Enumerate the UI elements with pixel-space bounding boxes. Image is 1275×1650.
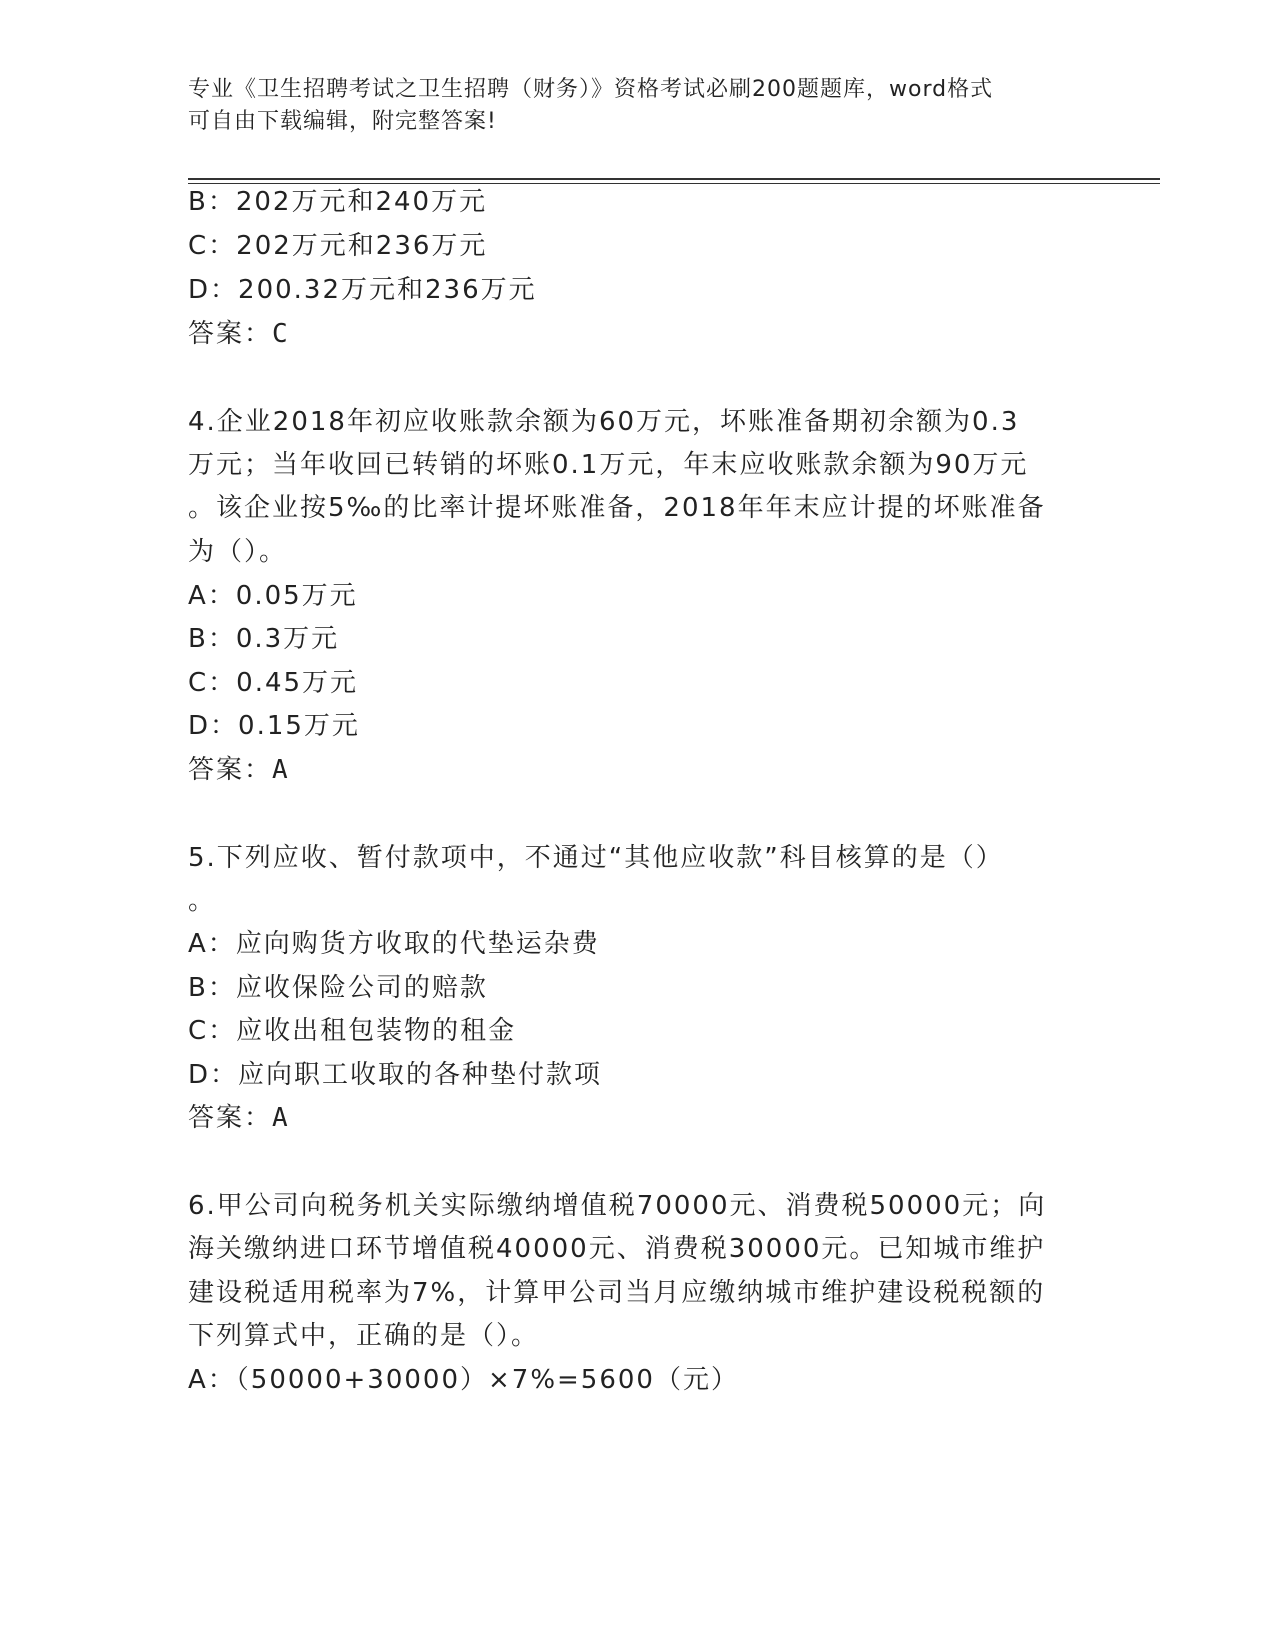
q4-stem-line-3: 。该企业按5‰的比率计提坏账准备，2018年年末应计提的坏账准备	[188, 493, 1046, 523]
q4-stem-line-2: 万元；当年收回已转销的坏账0.1万元，年末应收账款余额为90万元	[188, 450, 1029, 480]
header-rule-thick	[188, 178, 1160, 180]
q6-option-a: A：（50000+30000）×7%=5600（元）	[188, 1365, 739, 1395]
q5-stem-line-2: 。	[188, 886, 217, 916]
header-line-1: 专业《卫生招聘考试之卫生招聘（财务）》资格考试必刷200题题库，word格式	[188, 77, 994, 102]
q5-option-a: A：应向购货方收取的代垫运杂费	[188, 929, 600, 959]
q4-option-a: A：0.05万元	[188, 581, 358, 611]
q4-option-d: D：0.15万元	[188, 711, 360, 741]
q4-stem-line-1: 4.企业2018年初应收账款余额为60万元，坏账准备期初余额为0.3	[188, 407, 1020, 437]
q4-answer: 答案：A	[188, 755, 290, 785]
q3-option-c: C：202万元和236万元	[188, 231, 488, 261]
q5-option-b: B：应收保险公司的赔款	[188, 973, 488, 1003]
q6-stem-line-1: 6.甲公司向税务机关实际缴纳增值税70000元、消费税50000元；向	[188, 1191, 1047, 1221]
document-header	[188, 74, 1068, 138]
q6-stem-line-2: 海关缴纳进口环节增值税40000元、消费税30000元。已知城市维护	[188, 1234, 1046, 1264]
q4-option-c: C：0.45万元	[188, 668, 359, 698]
q6-stem-line-3: 建设税适用税率为7%，计算甲公司当月应缴纳城市维护建设税税额的	[188, 1278, 1046, 1308]
q5-option-c: C：应收出租包装物的租金	[188, 1016, 517, 1046]
header-line-2: 可自由下载编辑，附完整答案!	[188, 109, 497, 134]
q3-answer: 答案：C	[188, 319, 290, 349]
q4-stem-line-4: 为（）。	[188, 537, 288, 567]
q5-stem-line-1: 5.下列应收、暂付款项中，不通过“其他应收款”科目核算的是（）	[188, 843, 1004, 873]
q6-stem-line-4: 下列算式中，正确的是（）。	[188, 1321, 540, 1351]
q4-option-b: B：0.3万元	[188, 624, 340, 654]
q5-answer: 答案：A	[188, 1103, 290, 1133]
q5-option-d: D：应向职工收取的各种垫付款项	[188, 1060, 603, 1090]
q3-option-b: B：202万元和240万元	[188, 187, 488, 217]
q3-option-d: D：200.32万元和236万元	[188, 275, 537, 305]
